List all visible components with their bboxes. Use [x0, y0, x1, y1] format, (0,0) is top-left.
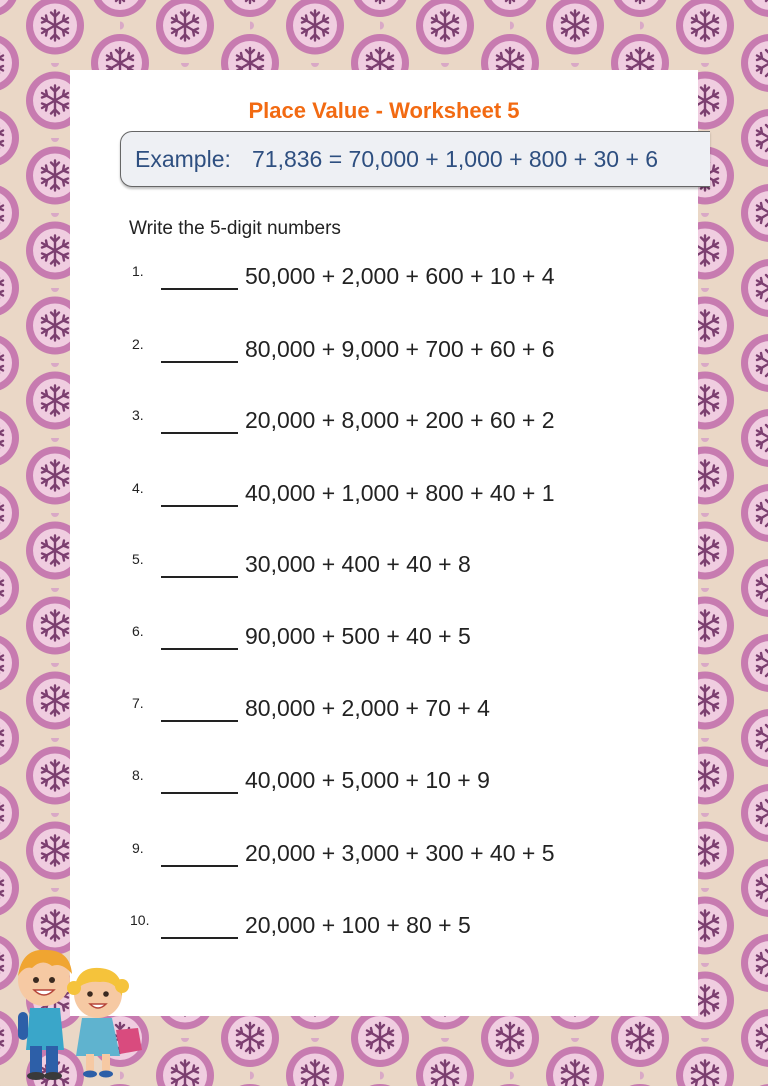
- problem-item: [70, 767, 698, 807]
- problem-number: 5.: [132, 551, 144, 567]
- problem-expression: 20,000 + 3,000 + 300 + 40 + 5: [245, 840, 555, 866]
- problem-number: 4.: [132, 480, 144, 496]
- problem-expression: 20,000 + 8,000 + 200 + 60 + 2: [245, 407, 555, 433]
- example-box: [120, 131, 710, 187]
- problem-expression: 50,000 + 2,000 + 600 + 10 + 4: [245, 263, 555, 289]
- example-label: Example:: [135, 146, 231, 172]
- problem-number: 2.: [132, 336, 144, 352]
- answer-blank[interactable]: [161, 432, 238, 434]
- answer-blank[interactable]: [161, 720, 238, 722]
- problem-expression: 40,000 + 1,000 + 800 + 40 + 1: [245, 480, 555, 506]
- answer-blank[interactable]: [161, 505, 238, 507]
- girl-figure: [67, 968, 142, 1078]
- problem-number: 9.: [132, 840, 144, 856]
- problem-expression: 80,000 + 9,000 + 700 + 60 + 6: [245, 336, 555, 362]
- problem-item: [70, 912, 698, 952]
- problem-number: 3.: [132, 407, 144, 423]
- answer-blank[interactable]: [161, 648, 238, 650]
- problem-item: [70, 480, 698, 520]
- problem-item: [70, 551, 698, 591]
- worksheet-title: Place Value - Worksheet 5: [248, 98, 520, 123]
- problem-expression: 30,000 + 400 + 40 + 8: [245, 551, 471, 577]
- answer-blank[interactable]: [161, 288, 238, 290]
- problem-number: 8.: [132, 767, 144, 783]
- problem-expression: 90,000 + 500 + 40 + 5: [245, 623, 471, 649]
- answer-blank[interactable]: [161, 865, 238, 867]
- problem-item: [70, 263, 698, 303]
- problem-expression: 20,000 + 100 + 80 + 5: [245, 912, 471, 938]
- problem-number: 7.: [132, 695, 144, 711]
- instruction-text: Write the 5-digit numbers: [129, 218, 341, 239]
- problem-number: 6.: [132, 623, 144, 639]
- example-equation: 71,836 = 70,000 + 1,000 + 800 + 30 + 6: [252, 146, 659, 172]
- answer-blank[interactable]: [161, 792, 238, 794]
- worksheet-page: [70, 70, 698, 1016]
- problem-item: [70, 407, 698, 447]
- answer-blank[interactable]: [161, 361, 238, 363]
- answer-blank[interactable]: [161, 937, 238, 939]
- problem-item: [70, 336, 698, 376]
- problem-expression: 80,000 + 2,000 + 70 + 4: [245, 695, 490, 721]
- problem-item: [70, 695, 698, 735]
- problem-number: 1.: [132, 263, 144, 279]
- problem-item: [70, 623, 698, 663]
- problem-number: 10.: [130, 912, 150, 928]
- boy-figure: [18, 950, 72, 1080]
- answer-blank[interactable]: [161, 576, 238, 578]
- problem-item: [70, 840, 698, 880]
- problem-expression: 40,000 + 5,000 + 10 + 9: [245, 767, 490, 793]
- two-schoolchildren-illustration: [8, 938, 148, 1080]
